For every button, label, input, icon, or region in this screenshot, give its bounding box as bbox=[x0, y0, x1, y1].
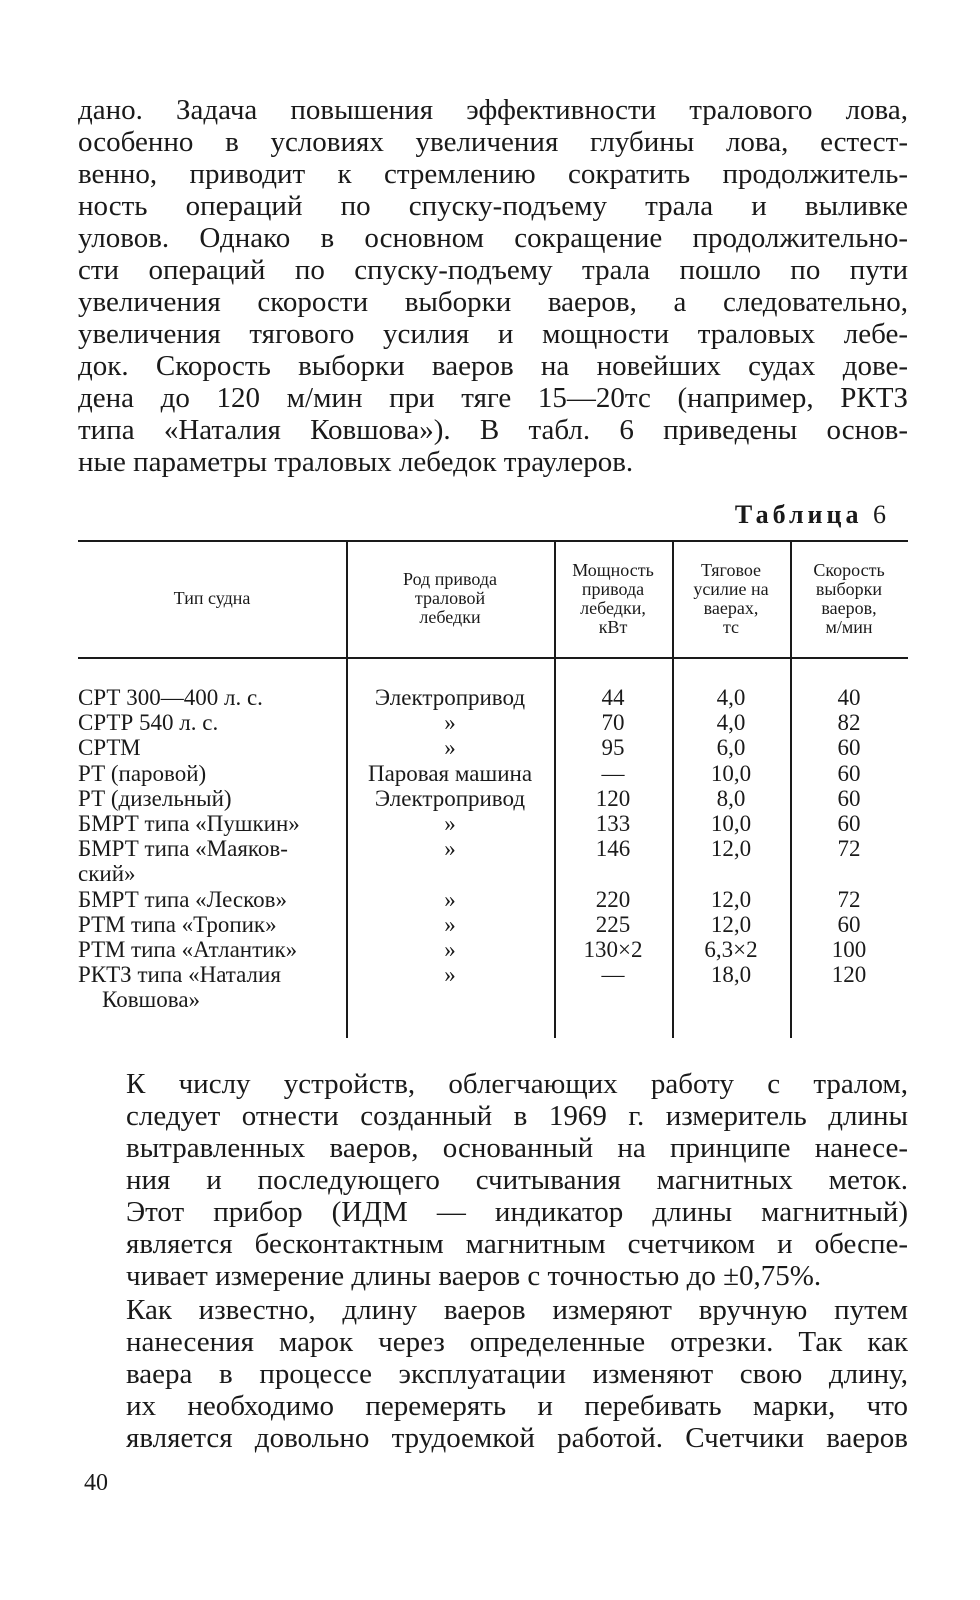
cell-speed: 60 bbox=[837, 811, 861, 836]
cell-traction: 4,0 bbox=[716, 685, 746, 710]
cell-power: 133 bbox=[595, 811, 631, 836]
text-line: дано. Задача повышения эффективности тралового лова, bbox=[78, 94, 908, 126]
cell-traction: 12,0 bbox=[710, 836, 752, 862]
header-drive-type: Род привода траловой лебедки bbox=[403, 569, 497, 627]
page-number: 40 bbox=[84, 1470, 108, 1496]
cell-power: 95 bbox=[601, 735, 625, 761]
cell-drive-type: Электропривод bbox=[374, 685, 526, 710]
table-row bbox=[78, 836, 908, 861]
cell-drive-type: Паровая машина bbox=[367, 760, 533, 786]
table-header-rule bbox=[78, 657, 908, 659]
cell-power: 146 bbox=[595, 836, 631, 862]
paragraph-3 bbox=[78, 1294, 908, 1454]
table-row bbox=[78, 937, 908, 962]
cell-drive-type: » bbox=[444, 710, 456, 736]
cell-drive-type: » bbox=[444, 937, 456, 962]
cell-speed: 72 bbox=[837, 836, 861, 862]
cell-traction: 4,0 bbox=[716, 710, 746, 736]
cell-traction: 10,0 bbox=[710, 760, 752, 786]
cell-power: 70 bbox=[601, 710, 625, 736]
cell-ship-type: БМРТ типа «Пушкин» bbox=[78, 811, 300, 836]
cell-ship-type: СРТМ bbox=[78, 735, 141, 761]
header-ship-type: Тип судна bbox=[173, 588, 251, 608]
text-line: типа «Наталия Ковшова»). В табл. 6 приведены основ- bbox=[78, 414, 908, 446]
table-caption-number: 6 bbox=[873, 500, 886, 529]
text-line: является довольно трудоемкой работой. Счетчики ваеров bbox=[126, 1422, 908, 1454]
cell-drive-type: » bbox=[444, 911, 456, 937]
text-line: следует отнести созданный в 1969 г. измеритель длины bbox=[126, 1100, 908, 1132]
cell-speed: 82 bbox=[837, 710, 861, 736]
table-row bbox=[78, 962, 908, 987]
text-line: Как известно, длину ваеров измеряют вручную путем bbox=[126, 1294, 908, 1326]
paragraph-2 bbox=[78, 1068, 908, 1292]
cell-traction: 6,0 bbox=[716, 735, 746, 761]
text-line: нанесения марок через определенные отрезки. Так как bbox=[126, 1326, 908, 1358]
cell-ship-type: РТМ типа «Тропик» bbox=[78, 911, 277, 937]
table-row bbox=[78, 861, 908, 886]
text-line: особенно в условиях увеличения глубины лова, естест- bbox=[78, 126, 908, 158]
header-power: Мощность привода лебедки, кВт bbox=[572, 559, 654, 637]
cell-ship-type: ский» bbox=[78, 861, 136, 887]
table-row bbox=[78, 710, 908, 735]
cell-ship-type: СРТР 540 л. с. bbox=[78, 710, 219, 736]
cell-traction: 12,0 bbox=[710, 911, 752, 937]
text-line: док. Скорость выборки ваеров на новейших судах дове- bbox=[78, 350, 908, 382]
cell-speed: 100 bbox=[831, 937, 867, 962]
text-line: Этот прибор (ИДМ — индикатор длины магнитный) bbox=[126, 1196, 908, 1228]
cell-traction: 8,0 bbox=[716, 785, 746, 811]
cell-speed: 60 bbox=[837, 760, 861, 786]
cell-ship-type: РТМ типа «Атлантик» bbox=[78, 937, 298, 962]
cell-speed: 60 bbox=[837, 735, 861, 761]
cell-traction: 6,3×2 bbox=[704, 937, 758, 962]
text-line: ваера в процессе эксплуатации изменяют свою длину, bbox=[126, 1358, 908, 1390]
text-line: уловов. Однако в основном сокращение продолжительно- bbox=[78, 222, 908, 254]
cell-speed: 60 bbox=[837, 911, 861, 937]
table-row bbox=[78, 786, 908, 811]
text-line: чивает измерение длины ваеров с точностью до ±0,75%. bbox=[126, 1260, 822, 1292]
text-line: ные параметры траловых лебедок траулеров. bbox=[78, 446, 634, 478]
text-line: К числу устройств, облегчающих работу с тралом, bbox=[126, 1068, 908, 1100]
text-line: вытравленных ваеров, основанный на принципе нанесе- bbox=[126, 1132, 908, 1164]
cell-speed: 120 bbox=[831, 962, 867, 988]
cell-ship-type: РТ (дизельный) bbox=[78, 785, 232, 811]
table-row bbox=[78, 887, 908, 912]
cell-speed: 40 bbox=[837, 685, 861, 710]
cell-drive-type: » bbox=[444, 735, 456, 761]
cell-power: 44 bbox=[601, 685, 625, 710]
cell-ship-type: БМРТ типа «Маяков- bbox=[78, 836, 288, 862]
cell-drive-type: » bbox=[444, 836, 456, 862]
cell-power: 220 bbox=[595, 886, 631, 912]
text-line: ность операций по спуску-подъему трала и выливке bbox=[78, 190, 908, 222]
table-cell-continuation: Ковшова» bbox=[102, 987, 201, 1013]
cell-speed: 60 bbox=[837, 785, 861, 811]
header-speed: Скорость выборки ваеров, м/мин bbox=[813, 559, 885, 637]
cell-drive-type: Электропривод bbox=[374, 785, 526, 811]
cell-drive-type: » bbox=[444, 962, 456, 988]
table-row bbox=[78, 761, 908, 786]
table-row bbox=[78, 735, 908, 760]
cell-ship-type: СРТ 300—400 л. с. bbox=[78, 685, 263, 710]
cell-power: 130×2 bbox=[583, 937, 643, 962]
table-row bbox=[78, 811, 908, 836]
paragraph-1 bbox=[78, 94, 908, 478]
cell-speed: 72 bbox=[837, 886, 861, 912]
cell-ship-type: РКТЗ типа «Наталия bbox=[78, 962, 281, 988]
table-caption-word: Таблица bbox=[734, 500, 863, 529]
text-line: ния и последующего считывания магнитных меток. bbox=[126, 1164, 908, 1196]
text-line: их необходимо перемерять и перебивать марки, что bbox=[126, 1390, 908, 1422]
text-line: сти операций по спуску-подъему трала пошло по пути bbox=[78, 254, 908, 286]
text-line: дена до 120 м/мин при тяге 15—20тс (например, РКТЗ bbox=[78, 382, 908, 414]
header-traction: Тяговое усилие на ваерах, тс bbox=[693, 559, 769, 637]
cell-power: 120 bbox=[595, 785, 631, 811]
cell-power: — bbox=[601, 760, 625, 786]
cell-traction: 10,0 bbox=[710, 811, 752, 836]
cell-drive-type: » bbox=[444, 811, 456, 836]
text-line: увеличения тягового усилия и мощности траловых лебе- bbox=[78, 318, 908, 350]
table-row bbox=[78, 912, 908, 937]
cell-traction: 12,0 bbox=[710, 886, 752, 912]
cell-power: — bbox=[601, 962, 625, 988]
table-caption bbox=[735, 500, 886, 530]
cell-drive-type: » bbox=[444, 886, 456, 912]
text-line: увеличения скорости выборки ваеров, а следовательно, bbox=[78, 286, 908, 318]
cell-ship-type: БМРТ типа «Лесков» bbox=[78, 886, 287, 912]
cell-ship-type: РТ (паровой) bbox=[78, 760, 207, 786]
text-line: является бесконтактным магнитным счетчиком и обеспе- bbox=[126, 1228, 908, 1260]
cell-traction: 18,0 bbox=[710, 962, 752, 988]
cell-power: 225 bbox=[595, 911, 631, 937]
text-line: венно, приводит к стремлению сократить продолжитель- bbox=[78, 158, 908, 190]
table-row bbox=[78, 685, 908, 710]
